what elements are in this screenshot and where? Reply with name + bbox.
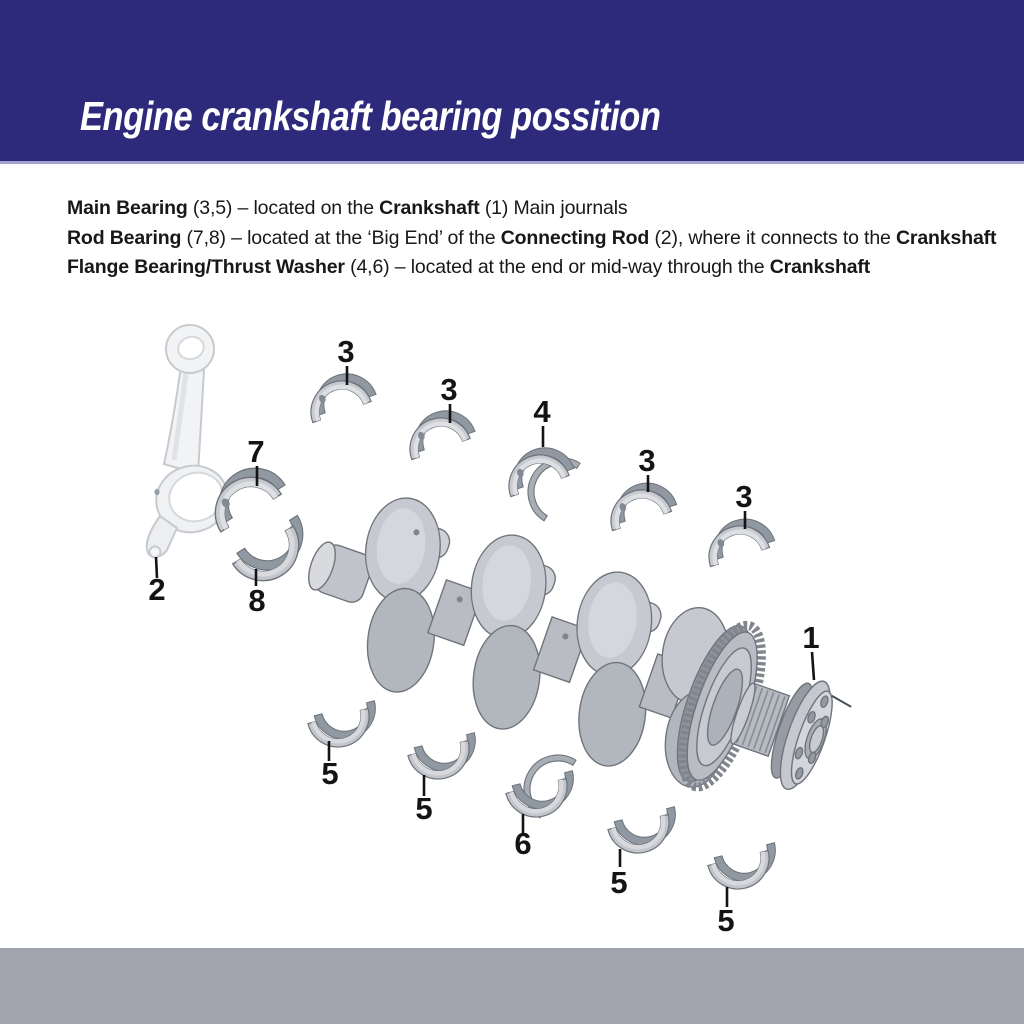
main-bearing-lower-shell-5 xyxy=(706,843,783,896)
main-bearing-lower-shell-5 xyxy=(406,733,483,786)
main-bearing-upper-shell-3 xyxy=(601,475,678,531)
text-run: (2), where it connects to the xyxy=(649,226,896,249)
callout-label-3: 3 xyxy=(735,479,753,514)
callout-label-3: 3 xyxy=(337,334,355,369)
callout-label-5: 5 xyxy=(717,903,735,938)
term-crankshaft: Crankshaft xyxy=(895,226,997,249)
callout-label-1: 1 xyxy=(802,620,820,655)
term-crankshaft: Crankshaft xyxy=(379,197,480,219)
rod-cap-nub xyxy=(150,547,161,558)
callout-label-8: 8 xyxy=(248,583,266,618)
term-crankshaft: Crankshaft xyxy=(769,256,871,279)
callout-label-4: 4 xyxy=(533,394,551,429)
page-title: Engine crankshaft bearing possition xyxy=(80,93,661,139)
text-run: (4,6) – located at the end or mid-way through the xyxy=(344,256,770,279)
main-bearing-upper-shell-3 xyxy=(301,365,378,422)
callout-label-5: 5 xyxy=(321,756,339,791)
term-flange-bearing: Flange Bearing/Thrust Washer xyxy=(67,256,345,279)
text-run: (3,5) – located on the xyxy=(187,197,380,219)
crankshaft-nose xyxy=(303,539,375,606)
callout-label-2: 2 xyxy=(148,572,166,607)
rod-oil-hole xyxy=(154,489,159,495)
footer-band xyxy=(0,948,1024,1024)
text-run: (1) Main journals xyxy=(479,197,628,219)
leader-line xyxy=(812,652,814,680)
rod-bearing-lower-shell-8 xyxy=(229,515,320,594)
callout-label-6: 6 xyxy=(514,826,532,861)
callout-label-5: 5 xyxy=(415,791,433,826)
flange-keyway-mark xyxy=(830,696,852,707)
crankshaft xyxy=(278,467,871,842)
flange-bearing-lower-6 xyxy=(504,771,581,824)
callout-label-3: 3 xyxy=(638,443,656,478)
callout-label-5: 5 xyxy=(610,865,628,900)
main-bearing-upper-shell-3 xyxy=(699,511,776,567)
text-run: (7,8) – located at the ‘Big End’ of the xyxy=(181,226,501,249)
main-bearing-upper-shell-3 xyxy=(400,402,477,459)
term-connecting-rod: Connecting Rod xyxy=(500,226,650,249)
term-rod-bearing: Rod Bearing xyxy=(67,226,182,249)
main-bearing-lower-shell-5 xyxy=(606,807,683,860)
term-main-bearing: Main Bearing xyxy=(67,197,188,219)
flange-bearing-upper-4 xyxy=(499,439,576,496)
callout-label-7: 7 xyxy=(247,434,265,469)
callout-label-3: 3 xyxy=(440,372,458,407)
main-bearing-lower-shell-5 xyxy=(306,701,383,754)
